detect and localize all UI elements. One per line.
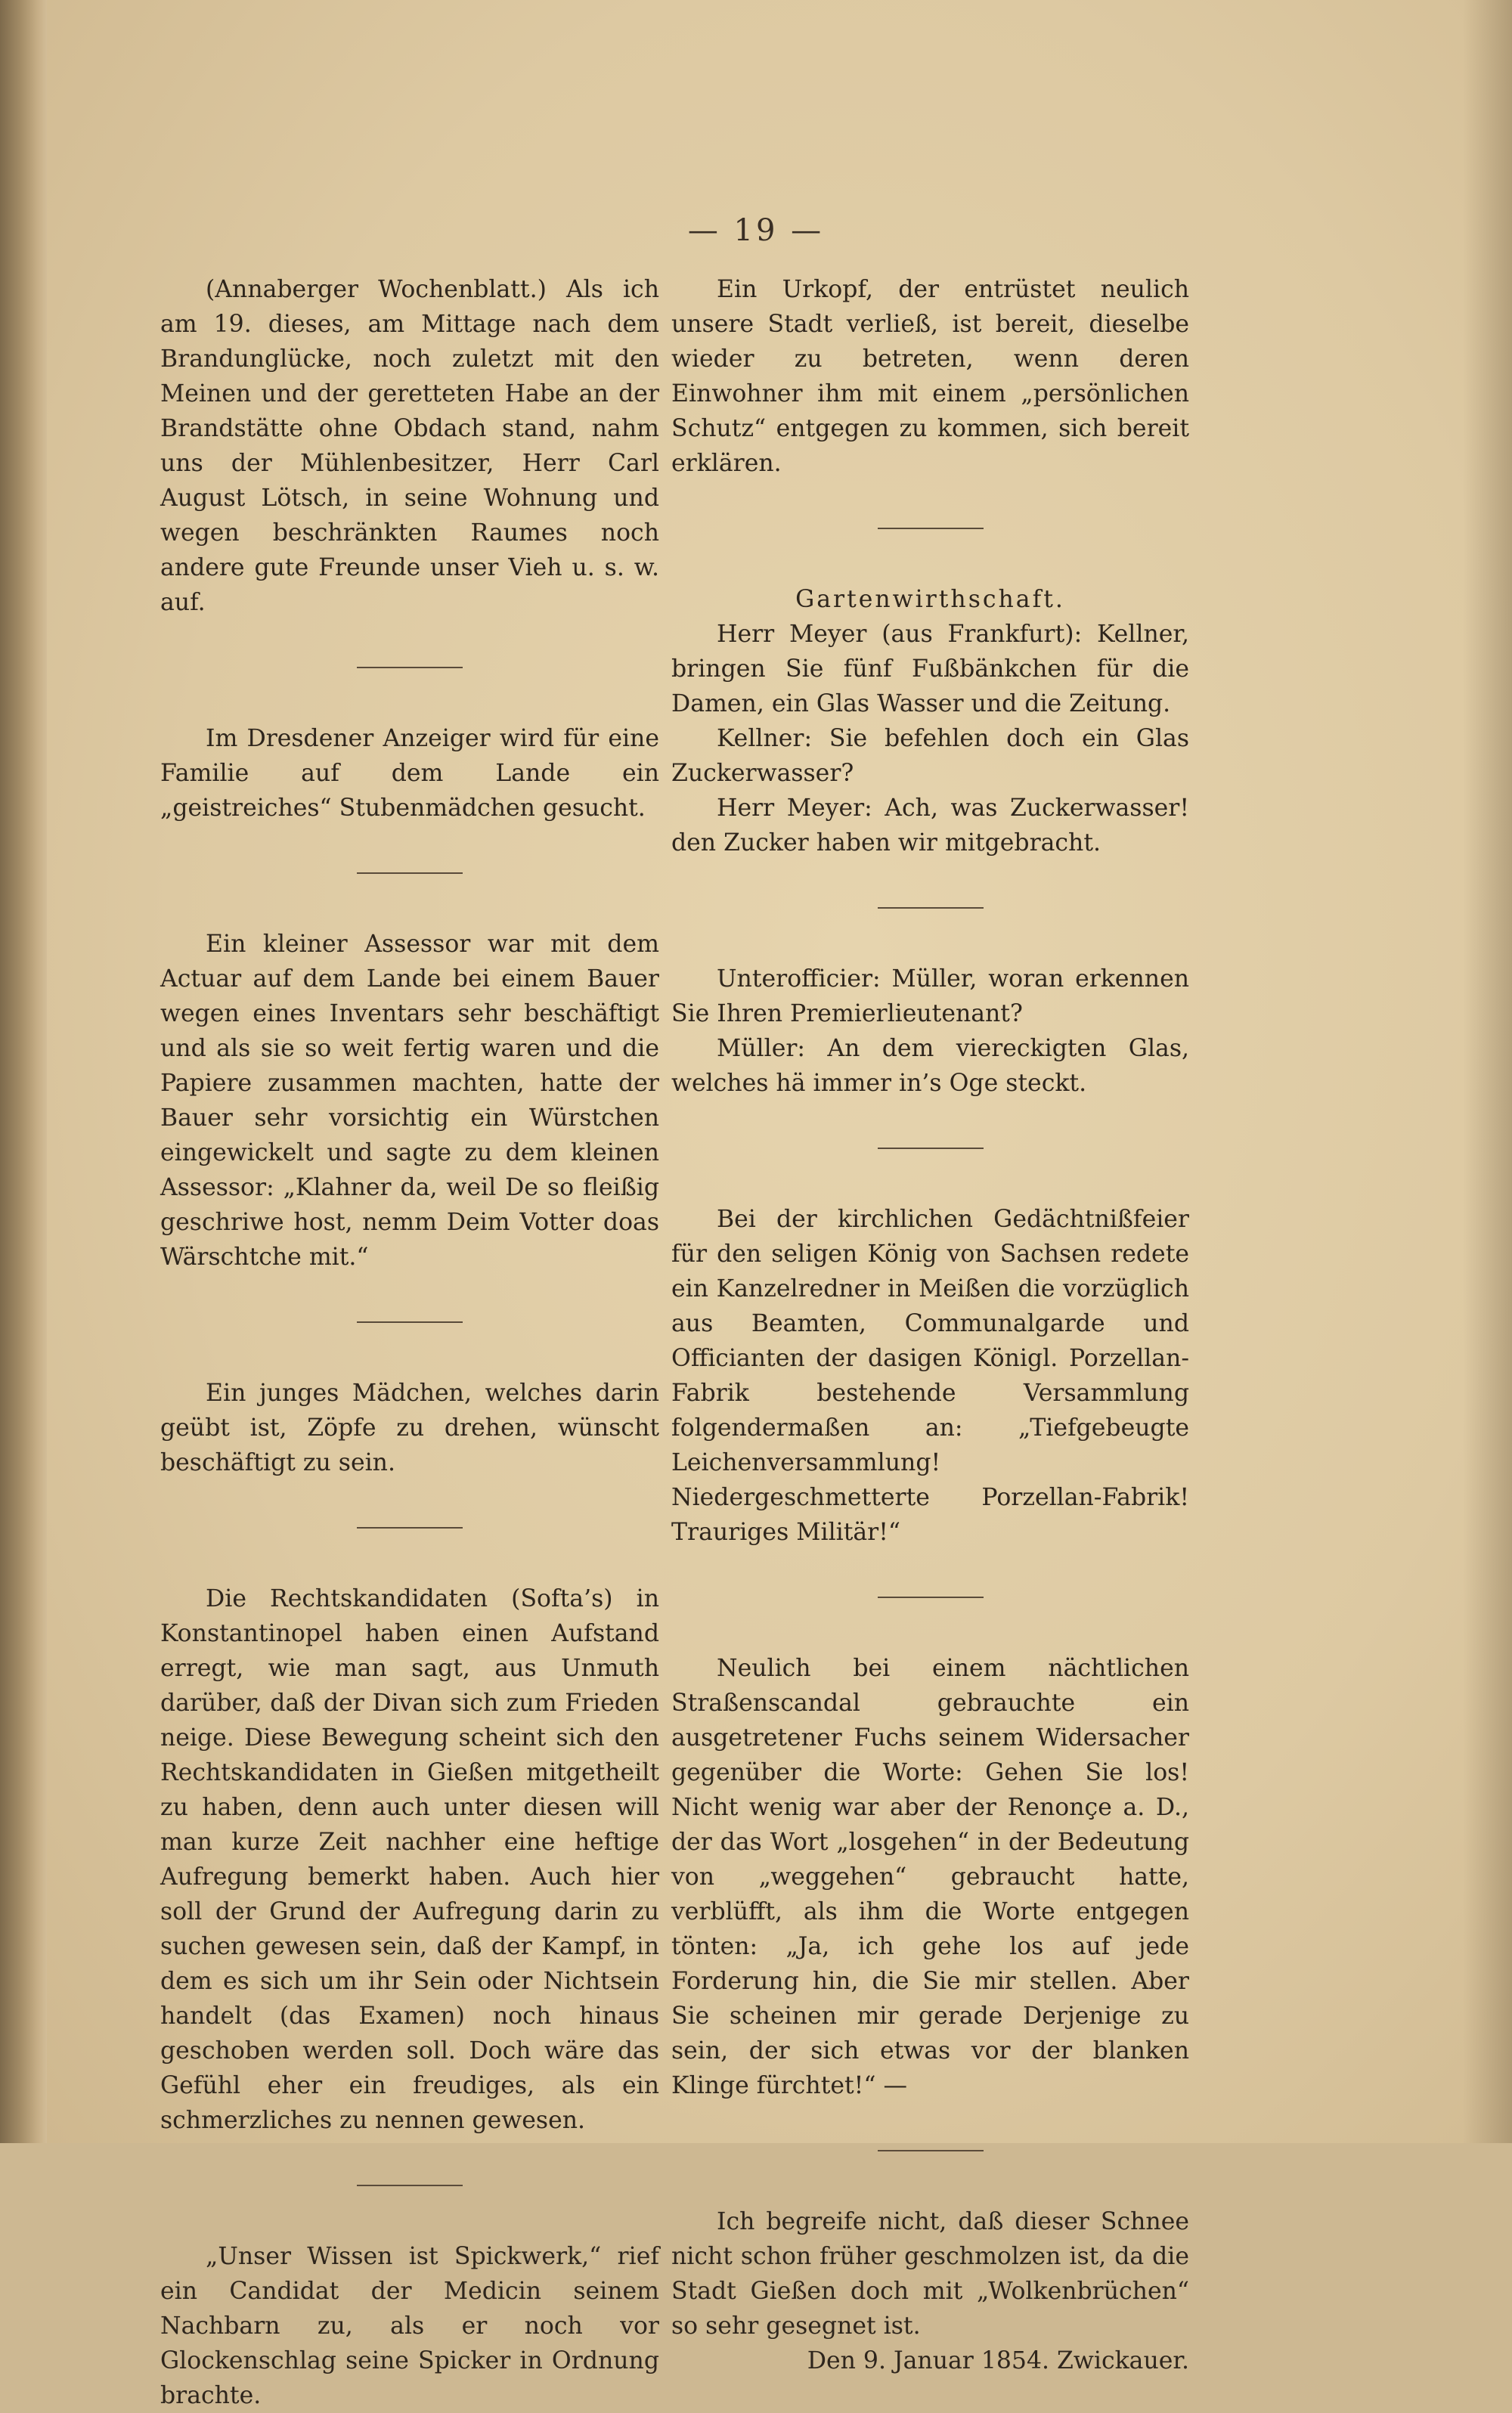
article-wolkenbruechen bbox=[671, 2204, 1189, 2378]
article-text: Ein junges Mädchen, welches darin geübt ist, Zöpfe zu drehen, wünscht beschäftigt zu sein. bbox=[160, 1380, 659, 1476]
divider bbox=[878, 1597, 984, 1598]
article-text: (Annaberger Wochenblatt.) Als ich am 19. dieses, am Mittage nach dem Brandunglücke, noch zuletzt mit den Meinen und der geretteten Habe an der Brandstätte ohne Obdach stand, nahm uns der Mühlenbesitzer, Herr Carl August Lötsch, in seine Wohnung und wegen beschränkten Raumes noch andere gute Freunde unser Vieh u. s. w. auf. bbox=[160, 276, 659, 616]
article-text: Im Dresdener Anzeiger wird für eine Familie auf dem Lande ein „geistreiches“ Stubenmädchen gesucht. bbox=[160, 725, 659, 822]
divider bbox=[357, 1321, 463, 1323]
left-column bbox=[160, 272, 659, 2413]
divider bbox=[878, 907, 984, 909]
dialogue-line: Unterofficier: Müller, woran erkennen Sie Ihren Premierlieutenant? bbox=[671, 965, 1189, 1027]
article-annaberger bbox=[160, 272, 659, 620]
dialogue-line: Kellner: Sie befehlen doch ein Glas Zuckerwasser? bbox=[671, 725, 1189, 787]
divider bbox=[357, 2185, 463, 2186]
article-zoepfe bbox=[160, 1376, 659, 1480]
article-rechtskandidaten bbox=[160, 1581, 659, 2138]
article-assessor bbox=[160, 927, 659, 1275]
dialogue-line: Herr Meyer (aus Frankfurt): Kellner, bringen Sie fünf Fußbänkchen für die Damen, ein Glas Wasser und die Zeitung. bbox=[671, 621, 1189, 717]
divider bbox=[878, 528, 984, 529]
divider bbox=[878, 1148, 984, 1149]
article-gartenwirthschaft bbox=[671, 582, 1189, 860]
article-heading: Gartenwirthschaft. bbox=[795, 586, 1065, 613]
article-spickwerk bbox=[160, 2239, 659, 2413]
divider bbox=[878, 2150, 984, 2151]
page-number: — 19 — bbox=[687, 213, 825, 248]
article-text: Ich begreife nicht, daß dieser Schnee nicht schon früher geschmolzen ist, da die Stadt Gießen doch mit „Wolkenbrüchen“ so sehr gesegnet ist. bbox=[671, 2208, 1189, 2340]
article-gedaechtnissfeier bbox=[671, 1202, 1189, 1550]
dialogue-line: Herr Meyer: Ach, was Zuckerwasser! den Zucker haben wir mitgebracht. bbox=[671, 795, 1189, 856]
article-text: Die Rechtskandidaten (Softa’s) in Konstantinopel haben einen Aufstand erregt, wie man sagt, aus Unmuth darüber, daß der Divan sich zum Frieden neige. Diese Bewegung scheint sich den Rechtskandidaten in Gießen mitgetheilt zu haben, denn auch unter diesen will man kurze Zeit nachher eine heftige Aufregung bemerkt haben. Auch hier soll der Grund der Aufregung darin zu suchen gewesen sein, daß der Kampf, in dem es sich um ihr Sein oder Nichtsein handelt (das Examen) noch hinaus geschoben werden soll. Doch wäre das Gefühl eher ein freudiges, als ein schmerzliches zu nennen gewesen. bbox=[160, 1585, 659, 2134]
article-signature: Den 9. Januar 1854. Zwickauer. bbox=[807, 2347, 1189, 2374]
article-dresdener-anzeiger bbox=[160, 721, 659, 826]
article-strassenscandal bbox=[671, 1651, 1189, 2103]
right-column bbox=[671, 272, 1189, 2378]
divider bbox=[357, 667, 463, 668]
article-text: Ein Urkopf, der entrüstet neulich unsere Stadt verließ, ist bereit, dieselbe wieder zu betreten, wenn deren Einwohner ihm mit einem „persönlichen Schutz“ entgegen zu kommen, sich bereit erklären. bbox=[671, 276, 1189, 477]
book-spine bbox=[0, 0, 47, 2143]
article-text: „Unser Wissen ist Spickwerk,“ rief ein Candidat der Medicin seinem Nachbarn zu, als er noch vor Glockenschlag seine Spicker in Ordnung brachte. bbox=[160, 2243, 659, 2409]
dialogue-line: Müller: An dem viereckigten Glas, welches hä immer in’s Oge steckt. bbox=[671, 1035, 1189, 1097]
article-text: Bei der kirchlichen Gedächtnißfeier für den seligen König von Sachsen redete ein Kanzelredner in Meißen die vorzüglich aus Beamten, Communalgarde und Officianten der dasigen Königl. Porzellan-Fabrik bestehende Versammlung folgendermaßen an: „Tiefgebeugte Leichenversammlung! Niedergeschmetterte Porzellan-Fabrik! Trauriges Militär!“ bbox=[671, 1206, 1189, 1546]
article-text: Neulich bei einem nächtlichen Straßenscandal gebrauchte ein ausgetretener Fuchs seinem Widersacher gegenüber die Worte: Gehen Sie los! Nicht wenig war aber der Renonçe a. D., der das Wort „losgehen“ in der Bedeutung von „weggehen“ gebraucht hatte, verblüfft, als ihm die Worte entgegen tönten: „Ja, ich gehe los auf jede Forderung hin, die Sie mir stellen. Aber Sie scheinen mir gerade Derjenige zu sein, der sich etwas vor der blanken Klinge fürchtet!“ — bbox=[671, 1655, 1189, 2099]
divider bbox=[357, 1527, 463, 1529]
article-text: Ein kleiner Assessor war mit dem Actuar auf dem Lande bei einem Bauer wegen eines Inventars sehr beschäftigt und als sie so weit fertig waren und die Papiere zusammen machten, hatte der Bauer sehr vorsichtig ein Würstchen eingewickelt und sagte zu dem kleinen Assessor: „Klahner da, weil De so fleißig geschriwe host, nemm Deim Votter doas Wärschtche mit.“ bbox=[160, 931, 659, 1271]
article-urkopf bbox=[671, 272, 1189, 481]
article-unterofficier bbox=[671, 962, 1189, 1101]
page-edge-shadow bbox=[1463, 0, 1512, 2143]
divider bbox=[357, 872, 463, 874]
